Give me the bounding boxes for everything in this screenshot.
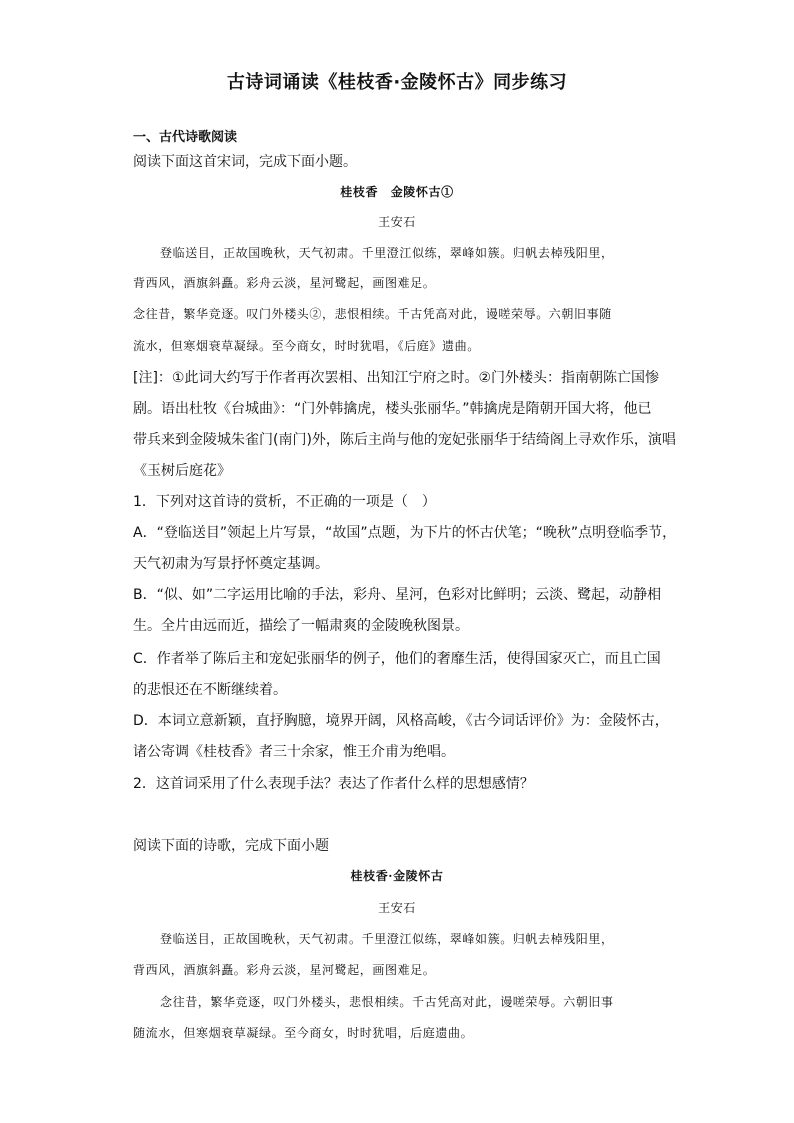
- option-c-cont: 的悲恨还在不断继续着。: [133, 682, 287, 698]
- note-line: 带兵来到金陵城朱雀门(南门)外，陈后主尚与他的宠妃张丽华于结绮阁上寻欢作乐，演唱: [133, 432, 676, 448]
- option-b-cont: 生。全片由远而近，描绘了一幅肃爽的金陵晚秋图景。: [133, 618, 469, 634]
- poem-line: 背西风，酒旗斜矗。彩舟云淡，星河鹭起，画图难足。: [133, 276, 436, 290]
- poem-line: 背西风，酒旗斜矗。彩舟云淡，星河鹭起，画图难足。: [133, 963, 436, 977]
- note-line: 剧。语出杜牧《台城曲》：“门外韩擒虎，楼头张丽华。”韩擒虎是隋朝开国大将，他已: [133, 401, 652, 417]
- poem-line: 念往昔，繁华竞逐，叹门外楼头，悲恨相续。千古凭高对此，谩嗟荣辱。六朝旧事: [160, 995, 614, 1009]
- question-1: 1．下列对这首诗的赏析，不正确的一项是（ ）: [133, 494, 436, 510]
- option-a-cont: 天气初肃为写景抒怀奠定基调。: [133, 556, 329, 572]
- instruction-text-2: 阅读下面的诗歌，完成下面小题: [133, 838, 329, 854]
- question-2: 2．这首词采用了什么表现手法？表达了作者什么样的思想感情？: [133, 776, 534, 792]
- note-line: [注]：①此词大约写于作者再次罢相、出知江宁府之时。②门外楼头：指南朝陈亡国惨: [133, 370, 660, 386]
- instruction-text: 阅读下面这首宋词，完成下面小题。: [133, 154, 357, 170]
- option-a: A．“登临送目”领起上片写景，“故国”点题，为下片的怀古伏笔；“晚秋”点明登临季节，: [133, 525, 677, 541]
- section-heading: 一、古代诗歌阅读: [133, 130, 238, 145]
- poem-author: 王安石: [378, 215, 416, 229]
- poem-author-2: 王安石: [378, 901, 416, 915]
- note-line: 《玉树后庭花》: [133, 463, 231, 479]
- option-d: D．本词立意新颖，直抒胸臆，境界开阔，风格高峻，《古今词话评价》为：金陵怀古，: [133, 713, 669, 729]
- page-title: 古诗词诵读《桂枝香·金陵怀古》同步练习: [226, 72, 568, 93]
- option-b: B．“似、如”二字运用比喻的手法，彩舟、星河，色彩对比鲜明；云淡、鹭起，动静相: [133, 587, 662, 603]
- poem-line: 登临送目，正故国晚秋，天气初肃。千里澄江似练，翠峰如簇。归帆去棹残阳里，: [160, 246, 614, 260]
- poem-title: 桂枝香 金陵怀古①: [340, 185, 454, 199]
- option-c: C．作者举了陈后主和宠妃张丽华的例子，他们的奢靡生活，使得国家灭亡，而且亡国: [133, 651, 661, 667]
- poem-title-2: 桂枝香·金陵怀古: [350, 869, 444, 883]
- poem-line: 随流水，但寒烟衰草凝绿。至今商女，时时犹唱，后庭遗曲。: [133, 1026, 474, 1040]
- poem-line: 流水，但寒烟衰草凝绿。至今商女，时时犹唱，《后庭》遗曲。: [133, 339, 480, 353]
- poem-line: 念往昔，繁华竞逐。叹门外楼头②，悲恨相续。千古凭高对此，谩嗟荣辱。六朝旧事随: [133, 307, 612, 321]
- poem-line: 登临送目，正故国晚秋，天气初肃。千里澄江似练，翠峰如簇。归帆去棹残阳里，: [160, 932, 614, 946]
- option-d-cont: 诸公寄调《桂枝香》者三十余家，惟王介甫为绝唱。: [133, 744, 455, 760]
